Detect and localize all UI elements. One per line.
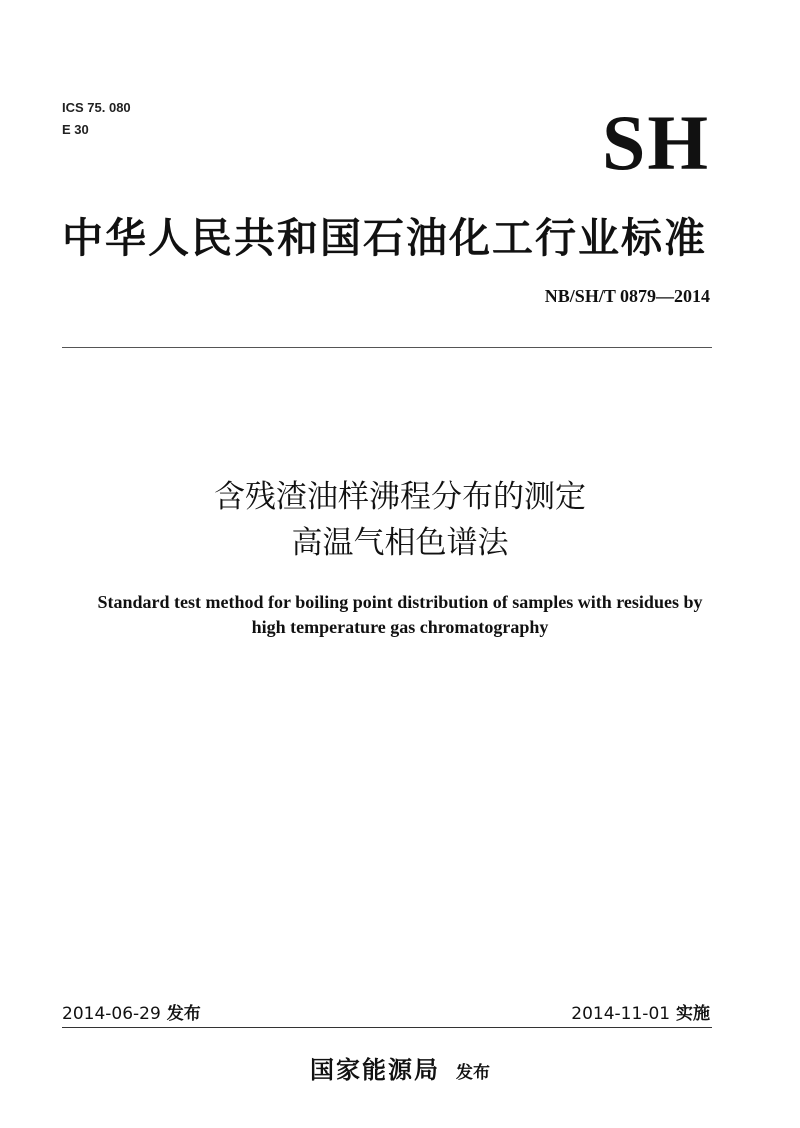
standard-number: NB/SH/T 0879—2014 (544, 286, 710, 306)
standard-code-mark: SH (601, 99, 710, 186)
implementation-date (571, 1001, 710, 1027)
implementation-date-value: 2014-11-01 (571, 1004, 671, 1024)
english-title-line-1: Standard test method for boiling point distribution of samples with residues by (97, 592, 703, 612)
ccs-code: E 30 (62, 122, 89, 137)
standard-category: 中华人民共和国石油化工行业标准 (62, 214, 707, 262)
publisher-label: 发布 (456, 1063, 490, 1083)
publisher (0, 1050, 800, 1085)
publisher-name: 国家能源局 (310, 1056, 440, 1084)
bottom-divider (62, 1027, 712, 1028)
issue-date-label: 发布 (166, 1004, 201, 1024)
chinese-title-line-1: 含残渣油样沸程分布的测定 (214, 479, 586, 515)
issue-date-value: 2014-06-29 (62, 1004, 161, 1024)
english-title (0, 590, 800, 640)
classification-codes (62, 97, 131, 141)
english-title-line-2: high temperature gas chromatography (251, 617, 549, 637)
implementation-date-label: 实施 (676, 1004, 710, 1024)
top-divider (62, 347, 712, 348)
issue-date (62, 1001, 201, 1027)
chinese-title-line-2: 高温气相色谱法 (291, 525, 509, 561)
chinese-title (0, 474, 800, 566)
ics-code: ICS 75. 080 (62, 100, 131, 115)
